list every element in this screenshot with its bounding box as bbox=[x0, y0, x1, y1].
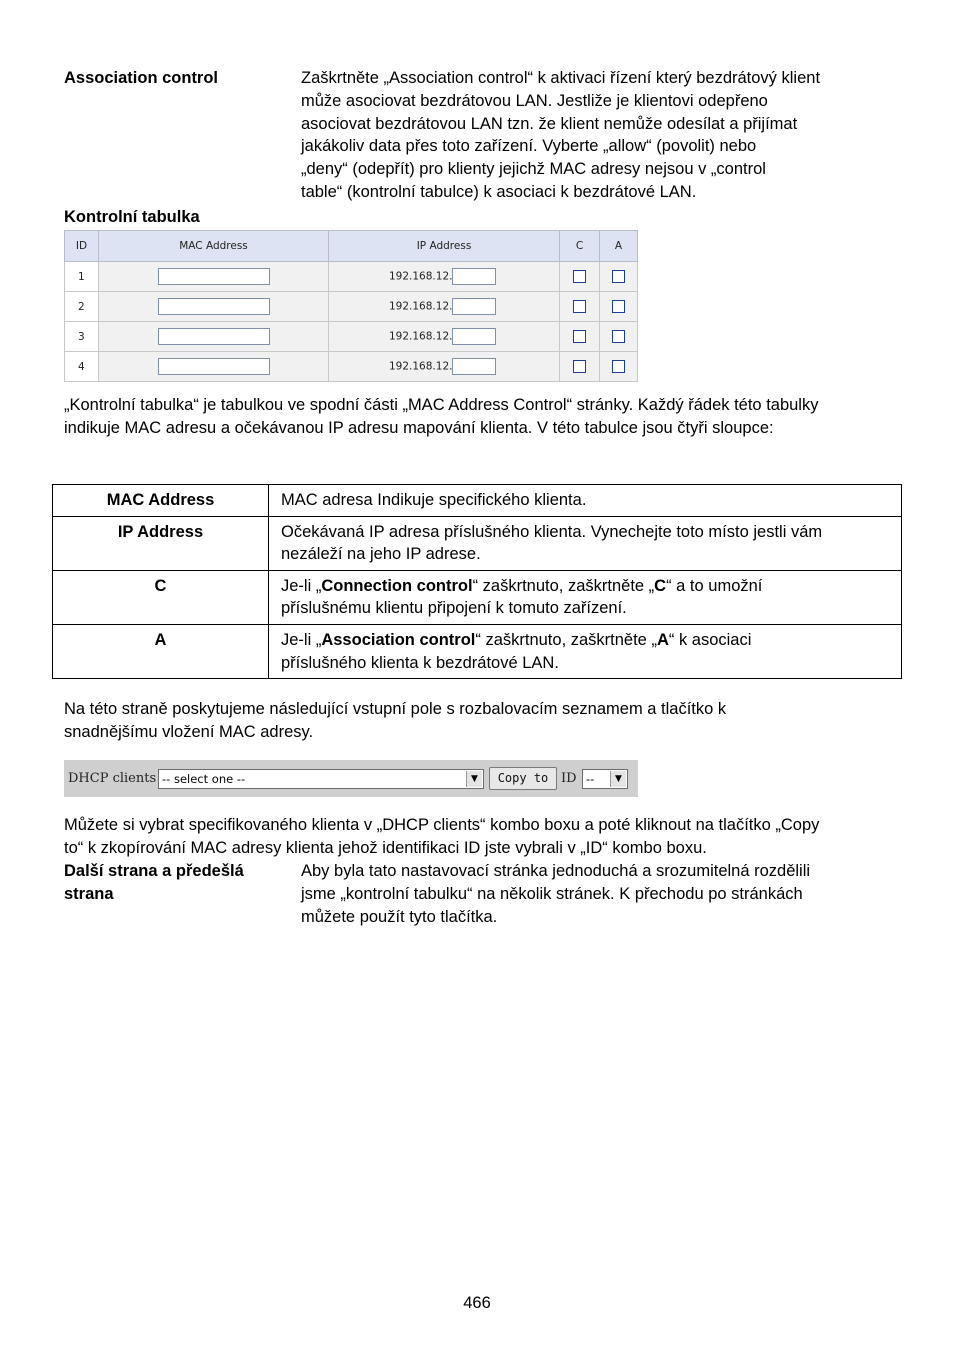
page-number: 466 bbox=[463, 1294, 491, 1312]
association-control-checkbox[interactable] bbox=[612, 300, 625, 313]
connection-control-checkbox[interactable] bbox=[573, 360, 586, 373]
bold-term: Connection control bbox=[321, 576, 473, 595]
text-line bbox=[281, 575, 893, 598]
text-line: to“ k zkopírování MAC adresy klienta jehož identifikaci ID jste vybrali v „ID“ kombo boxu. bbox=[64, 838, 707, 857]
dhcp-clients-select[interactable] bbox=[158, 769, 484, 789]
bold-term: Association control bbox=[321, 630, 476, 649]
chevron-down-icon: ▼ bbox=[466, 771, 482, 787]
text-line: jakákoliv data přes toto zařízení. Vyberte „allow“ (povolit) nebo bbox=[301, 137, 757, 156]
copy-to-button[interactable]: Copy to bbox=[489, 767, 557, 790]
connection-control-checkbox[interactable] bbox=[573, 270, 586, 283]
definition-value bbox=[269, 485, 902, 517]
table-row bbox=[65, 352, 638, 382]
row-id: 2 bbox=[65, 292, 99, 322]
table-row bbox=[53, 485, 902, 517]
table-row bbox=[53, 516, 902, 570]
bold-term: C bbox=[654, 576, 667, 595]
text-line: můžete použít tyto tlačítka. bbox=[301, 907, 498, 926]
control-table-title: Kontrolní tabulka bbox=[64, 208, 200, 226]
text-line: „Kontrolní tabulka“ je tabulkou ve spodní části „MAC Address Control“ stránky. Každý řádek této tabulky bbox=[64, 396, 819, 414]
text-line: table“ (kontrolní tabulce) k asociaci k bezdrátové LAN. bbox=[301, 182, 697, 201]
text-line: Na této straně poskytujeme následující vstupní pole s rozbalovacím seznamem a tlačítko k bbox=[64, 700, 727, 718]
intro-paragraph bbox=[64, 394, 818, 440]
table-row bbox=[65, 292, 638, 322]
next-prev-description bbox=[301, 860, 810, 928]
association-control-checkbox[interactable] bbox=[612, 330, 625, 343]
ip-suffix-input[interactable] bbox=[452, 268, 496, 285]
control-table bbox=[64, 230, 638, 382]
header-id: ID bbox=[65, 231, 99, 262]
definition-value bbox=[269, 570, 902, 624]
text-line: Očekávaná IP adresa příslušného klienta. Vynechejte toto místo jestli vám bbox=[281, 522, 823, 541]
definition-key: C bbox=[53, 570, 269, 624]
definition-value bbox=[269, 516, 902, 570]
table-row bbox=[65, 262, 638, 292]
text-line: může asociovat bezdrátovou LAN. Jestliže je klientovi odepřeno bbox=[301, 91, 768, 110]
text-line: MAC adresa Indikuje specifického klienta. bbox=[281, 491, 587, 509]
header-ip: IP Address bbox=[329, 231, 560, 262]
mac-address-input[interactable] bbox=[158, 268, 270, 285]
dhcp-select-value: -- select one -- bbox=[162, 772, 246, 786]
row-id: 4 bbox=[65, 352, 99, 382]
provide-paragraph bbox=[64, 698, 726, 744]
ip-suffix-input[interactable] bbox=[452, 298, 496, 315]
header-mac: MAC Address bbox=[99, 231, 329, 262]
id-label: ID bbox=[561, 771, 577, 786]
dhcp-clients-label: DHCP clients bbox=[68, 771, 157, 786]
definitions-table bbox=[52, 484, 902, 679]
definition-key: IP Address bbox=[53, 516, 269, 570]
next-prev-term bbox=[64, 860, 244, 906]
row-id: 3 bbox=[65, 322, 99, 352]
dhcp-toolbar bbox=[64, 760, 638, 797]
control-table-header bbox=[65, 231, 638, 262]
text-line: Zaškrtněte „Association control“ k aktivaci řízení který bezdrátový klient bbox=[301, 69, 821, 87]
assoc-description bbox=[301, 67, 820, 204]
text-line: strana bbox=[64, 884, 114, 903]
ip-suffix-input[interactable] bbox=[452, 328, 496, 345]
ip-prefix: 192.168.12. bbox=[389, 360, 453, 373]
text-span: “ k asociaci bbox=[668, 630, 752, 649]
text-line: asociovat bezdrátovou LAN tzn. že klient nemůže odesílat a přijímat bbox=[301, 114, 798, 133]
text-span: “ zaškrtnuto, zaškrtněte „ bbox=[475, 630, 657, 649]
assoc-term: Association control bbox=[64, 69, 219, 87]
table-row bbox=[53, 570, 902, 624]
text-span: “ zaškrtnuto, zaškrtněte „ bbox=[472, 576, 655, 595]
text-span: Je-li „ bbox=[281, 630, 322, 649]
text-span: Je-li „ bbox=[281, 576, 322, 595]
table-row bbox=[65, 322, 638, 352]
header-a: A bbox=[600, 231, 638, 262]
id-select-value: -- bbox=[586, 772, 595, 786]
text-line: Můžete si vybrat specifikovaného klienta v „DHCP clients“ kombo boxu a poté kliknout na tlačítko „Copy bbox=[64, 816, 820, 834]
text-line: jsme „kontrolní tabulku“ na několik stránek. K přechodu po stránkách bbox=[301, 884, 803, 903]
header-c: C bbox=[560, 231, 600, 262]
mac-address-input[interactable] bbox=[158, 358, 270, 375]
text-line: Další strana a předešlá bbox=[64, 862, 244, 880]
definition-key: A bbox=[53, 624, 269, 678]
text-span: “ a to umožní bbox=[666, 576, 763, 595]
text-line bbox=[281, 629, 893, 652]
ip-prefix: 192.168.12. bbox=[389, 270, 453, 283]
id-select[interactable] bbox=[582, 769, 628, 789]
text-line: snadnějšímu vložení MAC adresy. bbox=[64, 722, 314, 741]
connection-control-checkbox[interactable] bbox=[573, 330, 586, 343]
text-line: nezáleží na jeho IP adrese. bbox=[281, 545, 481, 564]
table-row bbox=[53, 624, 902, 678]
connection-control-checkbox[interactable] bbox=[573, 300, 586, 313]
mac-address-input[interactable] bbox=[158, 328, 270, 345]
choose-paragraph bbox=[64, 814, 819, 860]
text-line: příslušnému klientu připojení k tomuto zařízení. bbox=[281, 599, 627, 618]
ip-prefix: 192.168.12. bbox=[389, 300, 453, 313]
chevron-down-icon: ▼ bbox=[610, 771, 626, 787]
text-line: „deny“ (odepřít) pro klienty jejichž MAC adresy nejsou v „control bbox=[301, 160, 766, 179]
ip-prefix: 192.168.12. bbox=[389, 330, 453, 343]
association-control-checkbox[interactable] bbox=[612, 360, 625, 373]
bold-term: A bbox=[656, 630, 669, 649]
row-id: 1 bbox=[65, 262, 99, 292]
text-line: příslušného klienta k bezdrátové LAN. bbox=[281, 653, 559, 672]
definition-value bbox=[269, 624, 902, 678]
text-line: indikuje MAC adresu a očekávanou IP adresu mapování klienta. V této tabulce jsou čtyři sloupce: bbox=[64, 418, 774, 437]
association-control-checkbox[interactable] bbox=[612, 270, 625, 283]
definition-key: MAC Address bbox=[53, 485, 269, 517]
ip-suffix-input[interactable] bbox=[452, 358, 496, 375]
mac-address-input[interactable] bbox=[158, 298, 270, 315]
text-line: Aby byla tato nastavovací stránka jednoduchá a srozumitelná rozdělili bbox=[301, 862, 811, 880]
